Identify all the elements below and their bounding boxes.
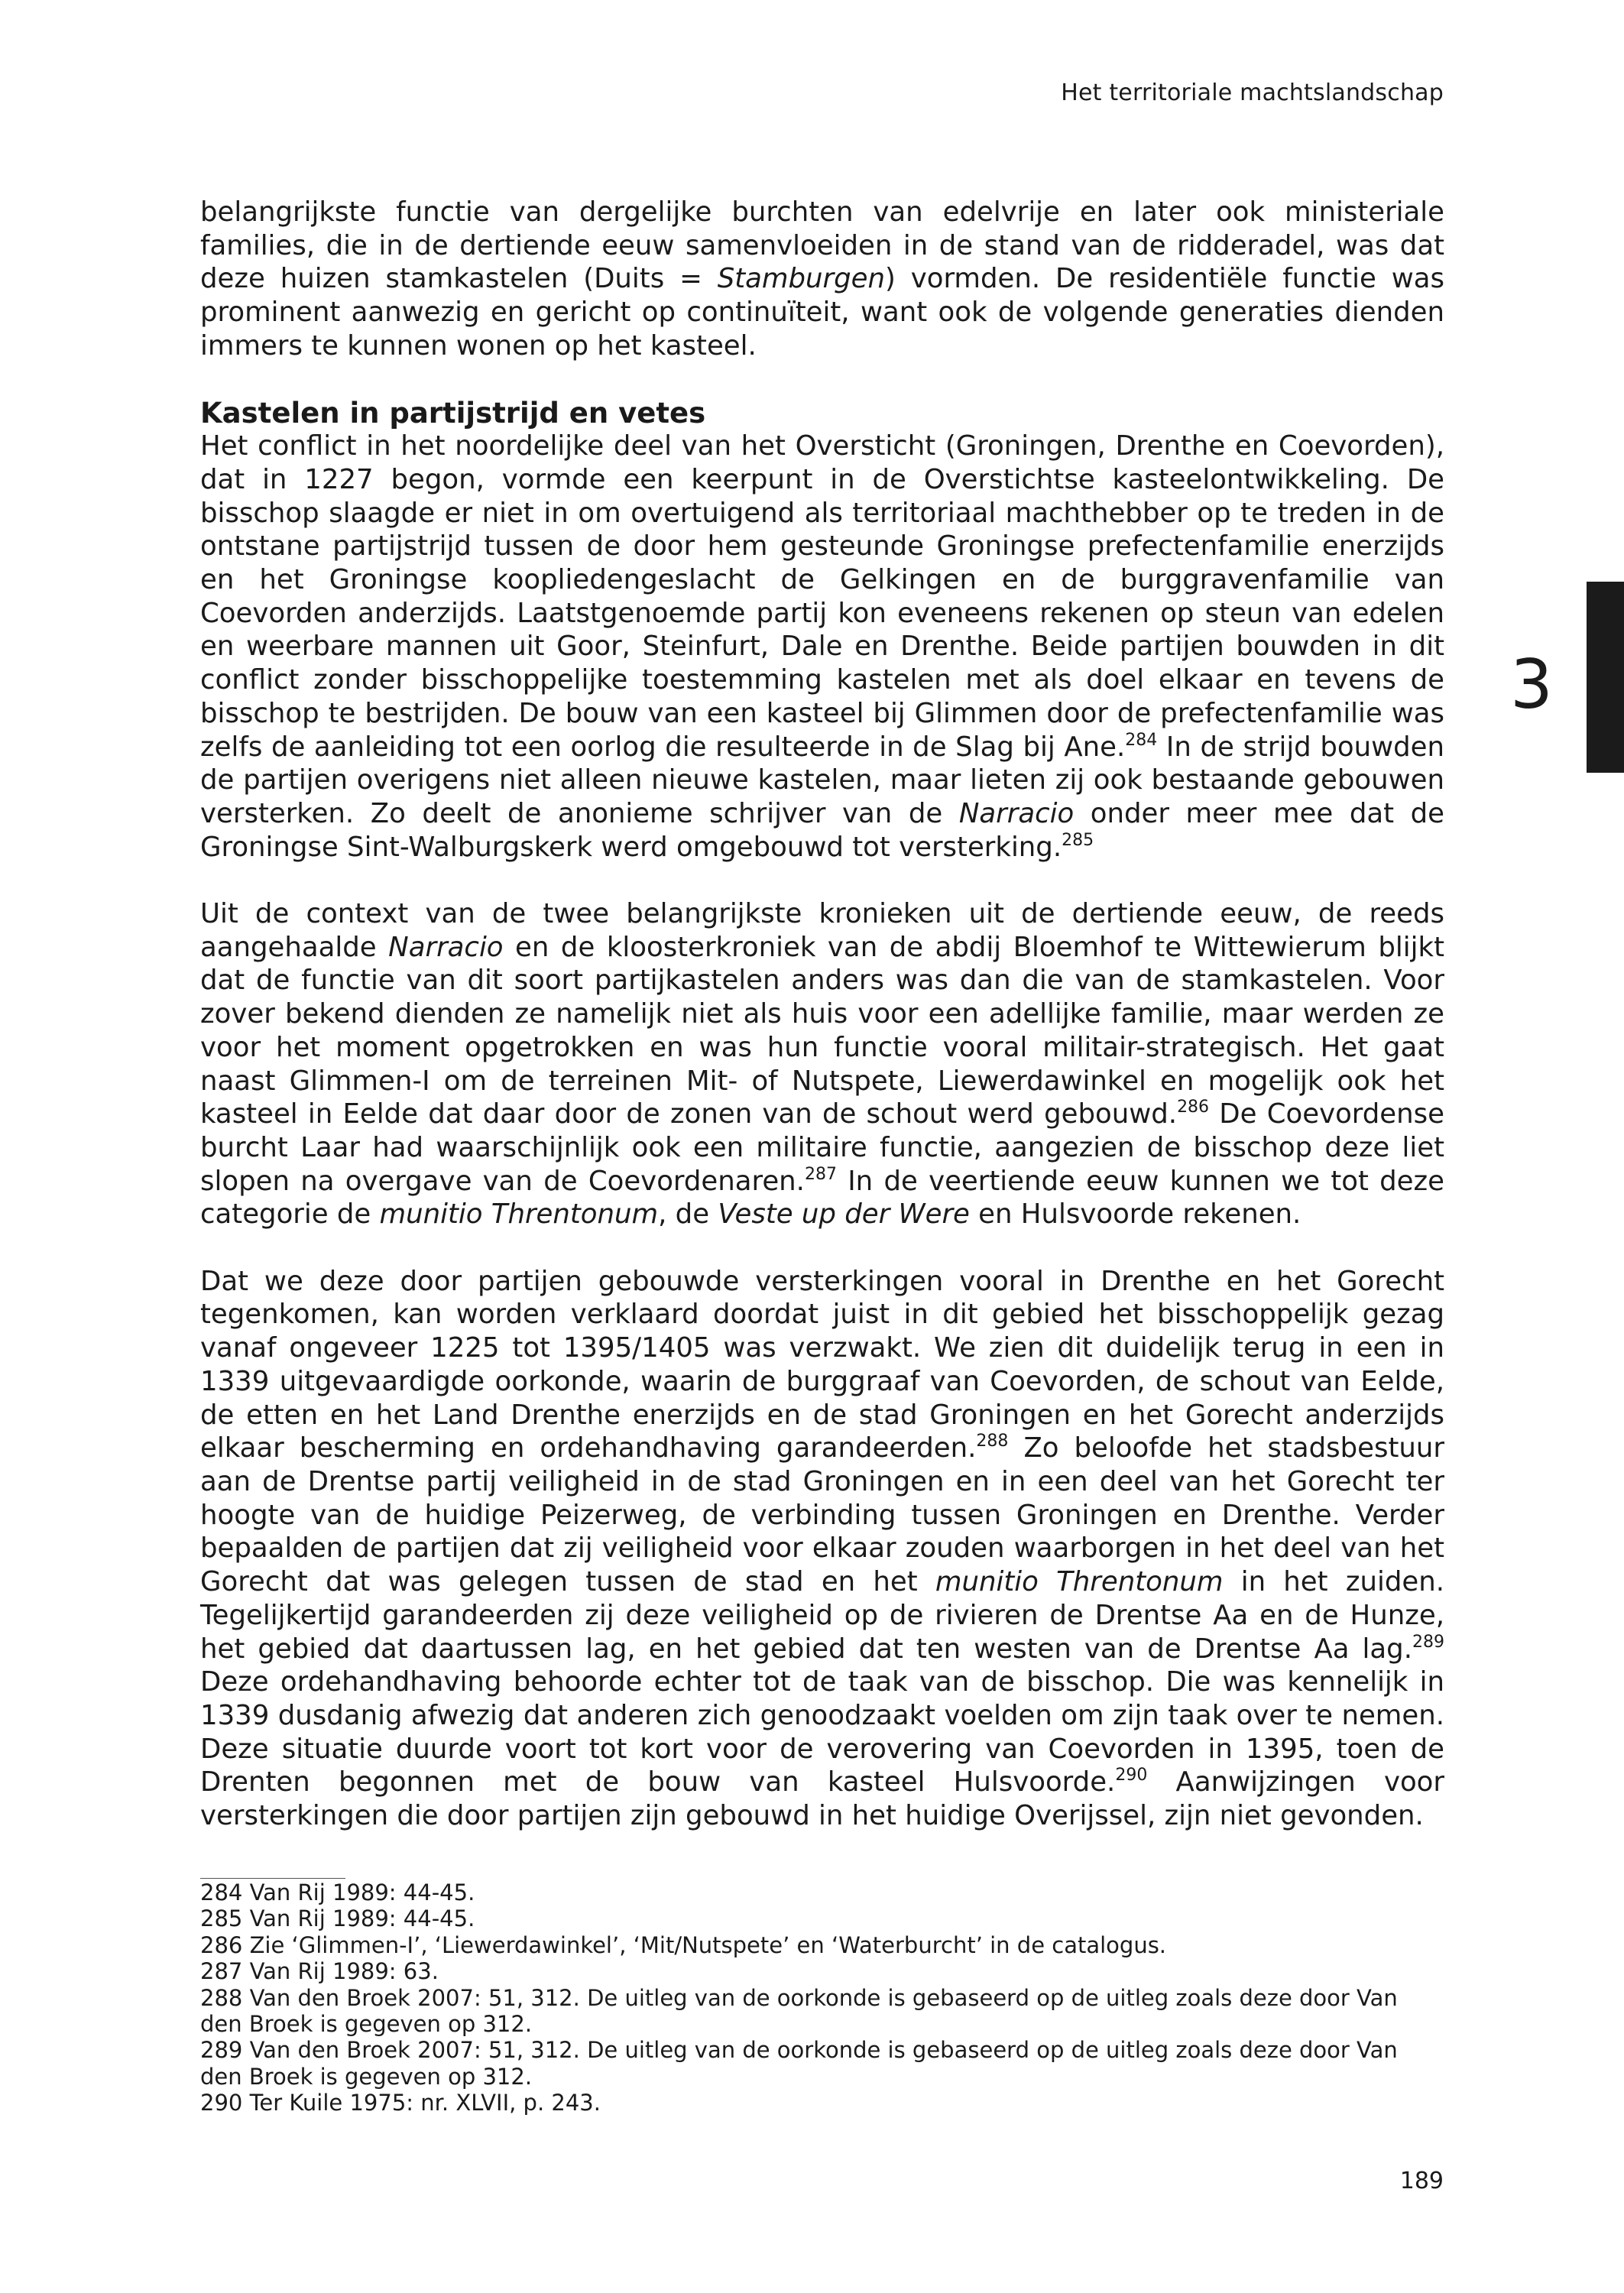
- footnote: 289 Van den Broek 2007: 51, 312. De uitleg van de oorkonde is gebaseerd op de uitleg zoals deze door Van den Broek is gegeven op 312.: [200, 2037, 1398, 2090]
- text-run: , de: [658, 1198, 718, 1231]
- text-run: onder meer mee dat de Groningse Sint-Walburgskerk werd omgebouwd tot versterking.: [200, 797, 1444, 863]
- text-run: Aanwijzingen voor versterkingen die door partijen zijn gebouwd in het huidige Overijssel, zijn niet gevonden.: [200, 1766, 1444, 1832]
- page-number: 189: [1399, 2168, 1444, 2194]
- chapter-number: 3: [1510, 645, 1553, 724]
- text-run: Deze ordehandhaving behoorde echter tot de taak van de bisschop. Die was kennelijk in 1339 dusdanig afwezig dat anderen zich genoodzaakt voelden om zijn taak over te nemen. Deze situatie duurde voort tot kort voor de verovering van Coevorden in 1395, toen de Drenten begonnen met de bouw van kasteel Hulsvoorde.: [200, 1666, 1444, 1798]
- footnote: 286 Zie ‘Glimmen-I’, ‘Liewerdawinkel’, ‘Mit/Nutspete’ en ‘Waterburcht’ in de catalogus.: [200, 1931, 1167, 1958]
- footnote-ref: 288: [976, 1432, 1009, 1451]
- footnote: 290 Ter Kuile 1975: nr. XLVII, p. 243.: [200, 2090, 601, 2116]
- text-run: In de veertiende eeuw kunnen we tot deze categorie de: [200, 1165, 1444, 1231]
- footnote-ref: 290: [1115, 1766, 1148, 1785]
- running-head: Het territoriale machtslandschap: [1061, 79, 1444, 106]
- text-run: Zo beloofde het stadsbestuur aan de Drentse partij veiligheid in de stad Groningen en in een deel van het Gorecht ter hoogte van de huidige Peizerweg, de verbinding tussen Groningen en Drenthe. Verder bepaalden de partijen dat zij veiligheid voor elkaar zouden waarborgen in het deel van het Gorecht dat was gelegen tussen de stad en het: [200, 1432, 1444, 1598]
- chapter-tab: [1587, 582, 1624, 773]
- italic-term: Stamburgen: [717, 263, 885, 295]
- footnote-ref: 284: [1125, 730, 1158, 750]
- text-run: belangrijkste functie van dergelijke burchten van edelvrije en later ook ministeriale families, die in de dertiende eeuw samenvloeiden in de stand van de ridderadel, was dat deze huizen stamkastelen (Duits =: [200, 196, 1444, 295]
- text-run: Het conflict in het noordelijke deel van het Oversticht (Groningen, Drenthe en Coevorden), dat in 1227 begon, vormde een keerpunt in de Overstichtse kasteelontwikkeling. De bisschop slaagde er niet in om overtuigend als territoriaal machthebber op te treden in de ontstane partijstrijd tussen de door hem gesteunde Groningse prefectenfamilie enerzijds en het Groningse koopliedengeslacht de Gelkingen en de burggravenfamilie van Coevorden anderzijds. Laatstgenoemde partij kon eveneens rekenen op steun van edelen en weerbare mannen uit Goor, Steinfurt, Dale en Drenthe. Beide partijen bouwden in dit conflict zonder bisschoppelijke toestemming kastelen met als doel elkaar en tevens de bisschop te bestrijden. De bouw van een kasteel bij Glimmen door de prefectenfamilie was zelfs de aanleiding tot een oorlog die resulteerde in de Slag bij Ane.: [200, 430, 1444, 763]
- footnote-rule: [200, 1878, 345, 1879]
- footnote: 284 Van Rij 1989: 44-45.: [200, 1879, 475, 1905]
- footnote-ref: 285: [1062, 830, 1094, 850]
- footnote: 288 Van den Broek 2007: 51, 312. De uitleg van de oorkonde is gebaseerd op de uitleg zoals deze door Van den Broek is gegeven op 312.: [200, 1984, 1398, 2038]
- section-heading: Kastelen in partijstrijd en vetes: [200, 396, 706, 430]
- text-run: en de kloosterkroniek van de abdij Bloemhof te Wittewierum blijkt dat de functie van dit soort partijkastelen anders was dan die van de stamkastelen. Voor zover bekend dienden ze namelijk niet als huis voor een adellijke familie, maar werden ze voor het moment opgetrokken en was hun functie vooral militair-strategisch. Het gaat naast Glimmen-I om de terreinen Mit- of Nutspete, Liewerdawinkel en mogelijk ook het kasteel in Eelde dat daar door de zonen van de schout werd gebouwd.: [200, 931, 1444, 1130]
- italic-term: munitio Threntonum: [935, 1566, 1224, 1598]
- italic-term: munitio Threntonum: [379, 1198, 659, 1231]
- paragraph-4: [200, 1265, 1444, 1833]
- footnote-ref: 289: [1412, 1632, 1444, 1652]
- footnote: 287 Van Rij 1989: 63.: [200, 1958, 439, 1985]
- main-text: [200, 196, 1444, 1833]
- paragraph-2: [200, 430, 1444, 864]
- footnote-ref: 286: [1177, 1098, 1210, 1117]
- italic-term: Veste up der Were: [718, 1198, 970, 1231]
- text-run: Uit de context van de twee belangrijkste kronieken uit de dertiende eeuw, de reeds aangehaalde: [200, 898, 1444, 963]
- italic-term: Narracio: [958, 797, 1075, 829]
- paragraph-3: [200, 897, 1444, 1231]
- text-run: In de strijd bouwden de partijen overigens niet alleen nieuwe kastelen, maar lieten zij ook bestaande gebouwen versterken. Zo deelt de anonieme schrijver van de: [200, 731, 1444, 829]
- text-run: Dat we deze door partijen gebouwde versterkingen vooral in Drenthe en het Gorecht tegenkomen, kan worden verklaard doordat juist in dit gebied het bisschoppelijk gezag vanaf ongeveer 1225 tot 1395/1405 was verzwakt. We zien dit duidelijk terug in een in 1339 uitgevaardigde oorkonde, waarin de burggraaf van Coevorden, de schout van Eelde, de etten en het Land Drenthe enerzijds en de stad Groningen en het Gorecht anderzijds elkaar bescherming en ordehandhaving garandeerden.: [200, 1265, 1444, 1464]
- footnote-ref: 287: [804, 1164, 837, 1184]
- footnote: 285 Van Rij 1989: 44-45.: [200, 1905, 475, 1932]
- text-run: in het zuiden. Tegelijkertijd garandeerden zij deze veiligheid op de rivieren de Drentse Aa en de Hunze, het gebied dat daartussen lag, en het gebied dat ten westen van de Drentse Aa lag.: [200, 1566, 1444, 1665]
- text-run: ) vormden. De residentiële functie was prominent aanwezig en gericht op continuïteit, want ook de volgende generaties dienden immers te kunnen wonen op het kasteel.: [200, 263, 1445, 362]
- text-run: De Coevordense burcht Laar had waarschijnlijk ook een militaire functie, aangezien de bisschop deze liet slopen na overgave van de Coevordenaren.: [200, 1098, 1444, 1197]
- paragraph-1: [200, 196, 1444, 363]
- italic-term: Narracio: [388, 931, 504, 963]
- text-run: en Hulsvoorde rekenen.: [969, 1198, 1301, 1231]
- footnotes: [200, 1879, 1444, 2116]
